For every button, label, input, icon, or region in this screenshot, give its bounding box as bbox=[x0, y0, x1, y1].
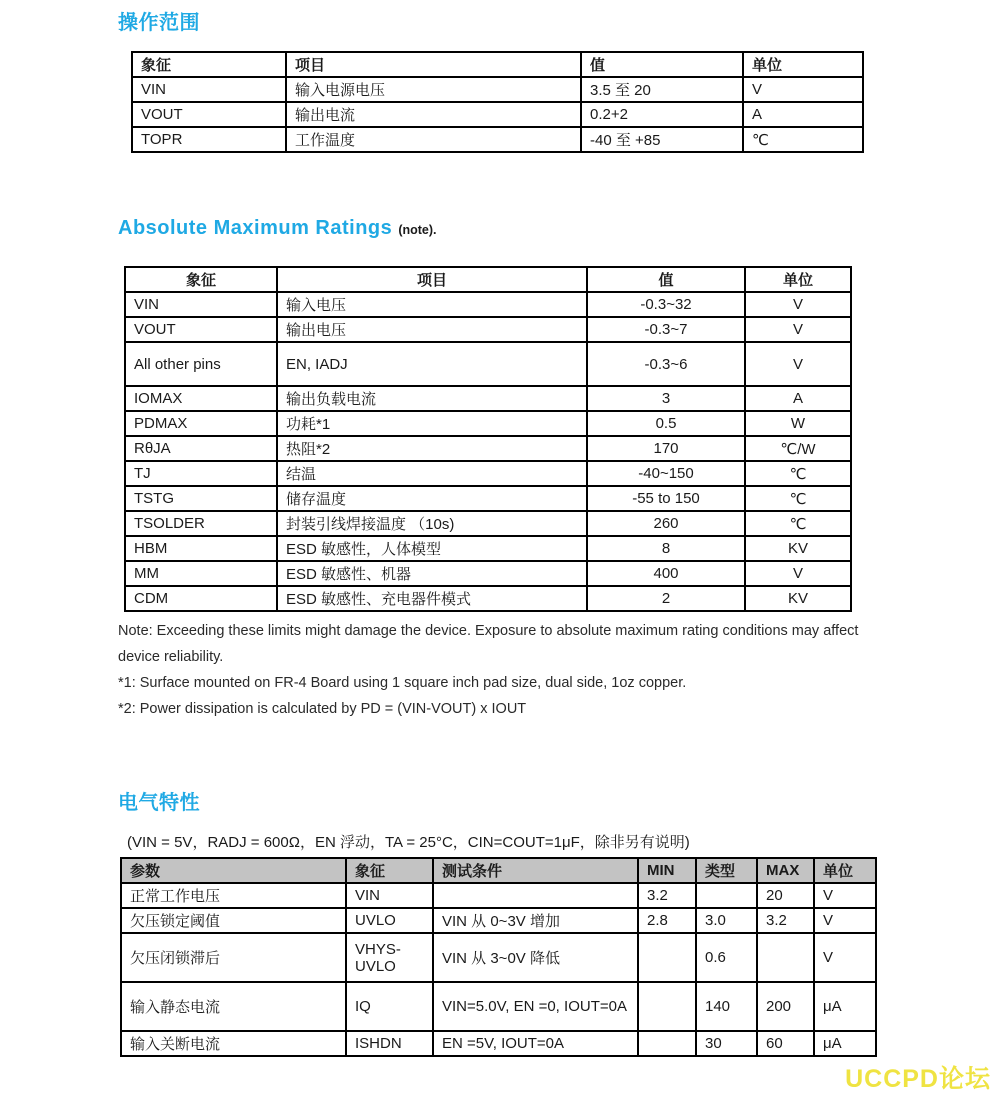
table-cell: 20 bbox=[757, 883, 814, 908]
table-header-row bbox=[121, 858, 876, 883]
column-header: 项目 bbox=[277, 267, 587, 292]
table-cell: ISHDN bbox=[346, 1031, 433, 1056]
table-row bbox=[132, 102, 863, 127]
table-cell: ESD 敏感性、机器 bbox=[277, 561, 587, 586]
table-cell: VIN 从 0~3V 增加 bbox=[433, 908, 638, 933]
table-cell: PDMAX bbox=[125, 411, 277, 436]
table-cell: 0.5 bbox=[587, 411, 745, 436]
table-cell bbox=[433, 883, 638, 908]
table-cell: 输入关断电流 bbox=[121, 1031, 346, 1056]
table-cell bbox=[638, 933, 696, 982]
table-cell bbox=[638, 982, 696, 1031]
table-row bbox=[132, 127, 863, 152]
table-cell bbox=[638, 1031, 696, 1056]
table-cell: V bbox=[814, 883, 876, 908]
table-row bbox=[125, 411, 851, 436]
table-cell: -40~150 bbox=[587, 461, 745, 486]
table-cell: 3.0 bbox=[696, 908, 757, 933]
table-cell: TJ bbox=[125, 461, 277, 486]
table-cell: 3 bbox=[587, 386, 745, 411]
table-cell: ESD 敏感性、充电器件模式 bbox=[277, 586, 587, 611]
table-cell: 输入静态电流 bbox=[121, 982, 346, 1031]
notes-block bbox=[118, 618, 868, 722]
table-cell bbox=[757, 933, 814, 982]
table-cell: UVLO bbox=[346, 908, 433, 933]
table-cell: W bbox=[745, 411, 851, 436]
table-row bbox=[125, 486, 851, 511]
table-cell: 输入电源电压 bbox=[286, 77, 581, 102]
column-header: 象征 bbox=[132, 52, 286, 77]
table-cell: KV bbox=[745, 536, 851, 561]
table-row bbox=[125, 461, 851, 486]
table-cell: 输出电压 bbox=[277, 317, 587, 342]
table-cell: 140 bbox=[696, 982, 757, 1031]
table-cell: -0.3~6 bbox=[587, 342, 745, 386]
table-cell: 400 bbox=[587, 561, 745, 586]
table-cell: V bbox=[745, 317, 851, 342]
table-row bbox=[125, 436, 851, 461]
table-cell: A bbox=[743, 102, 863, 127]
table-row bbox=[121, 982, 876, 1031]
column-header: 测试条件 bbox=[433, 858, 638, 883]
table-cell: 170 bbox=[587, 436, 745, 461]
table-cell: TSTG bbox=[125, 486, 277, 511]
table-cell: ℃ bbox=[745, 486, 851, 511]
table-row bbox=[125, 536, 851, 561]
table-cell: 欠压闭锁滞后 bbox=[121, 933, 346, 982]
table-cell: -0.3~7 bbox=[587, 317, 745, 342]
table-cell: EN =5V, IOUT=0A bbox=[433, 1031, 638, 1056]
table-cell: 30 bbox=[696, 1031, 757, 1056]
table-cell: 2.8 bbox=[638, 908, 696, 933]
table-cell: CDM bbox=[125, 586, 277, 611]
table-row bbox=[125, 342, 851, 386]
table-cell: 3.2 bbox=[638, 883, 696, 908]
table-cell: 0.6 bbox=[696, 933, 757, 982]
column-header: 单位 bbox=[743, 52, 863, 77]
section-title-operating-range: 操作范围 bbox=[118, 12, 200, 34]
column-header: 象征 bbox=[125, 267, 277, 292]
table-cell: 封装引线焊接温度 （10s) bbox=[277, 511, 587, 536]
table-row bbox=[125, 511, 851, 536]
table-cell: A bbox=[745, 386, 851, 411]
column-header: 单位 bbox=[814, 858, 876, 883]
table-cell: V bbox=[745, 292, 851, 317]
note-footnote-2: *2: Power dissipation is calculated by PD = (VIN-VOUT) x IOUT bbox=[118, 701, 527, 717]
table-row bbox=[121, 933, 876, 982]
table-cell: ℃ bbox=[745, 511, 851, 536]
table-cell: VOUT bbox=[132, 102, 286, 127]
table-cell: 储存温度 bbox=[277, 486, 587, 511]
table-row bbox=[125, 561, 851, 586]
section-title-electrical-characteristics: 电气特性 bbox=[118, 792, 200, 814]
note-footnote-1: *1: Surface mounted on FR-4 Board using 1 square inch pad size, dual side, 1oz copper. bbox=[118, 675, 687, 691]
table-cell: TSOLDER bbox=[125, 511, 277, 536]
column-header: MIN bbox=[638, 858, 696, 883]
table-cell: 结温 bbox=[277, 461, 587, 486]
table-cell: 3.2 bbox=[757, 908, 814, 933]
operating-range-table bbox=[131, 51, 864, 153]
table-cell: 200 bbox=[757, 982, 814, 1031]
table-cell: ℃/W bbox=[745, 436, 851, 461]
table-header-row bbox=[132, 52, 863, 77]
table-cell: HBM bbox=[125, 536, 277, 561]
table-cell: VIN=5.0V, EN =0, IOUT=0A bbox=[433, 982, 638, 1031]
table-cell: 260 bbox=[587, 511, 745, 536]
table-cell: All other pins bbox=[125, 342, 277, 386]
table-cell: VHYS-UVLO bbox=[346, 933, 433, 982]
table-row bbox=[125, 386, 851, 411]
absolute-maximum-ratings-table bbox=[124, 266, 852, 612]
abs-max-title-note: (note). bbox=[398, 223, 437, 237]
table-cell: 3.5 至 20 bbox=[581, 77, 743, 102]
table-row bbox=[125, 317, 851, 342]
table-cell bbox=[696, 883, 757, 908]
table-cell: ℃ bbox=[743, 127, 863, 152]
table-cell: -0.3~32 bbox=[587, 292, 745, 317]
table-cell: 功耗*1 bbox=[277, 411, 587, 436]
column-header: MAX bbox=[757, 858, 814, 883]
column-header: 单位 bbox=[745, 267, 851, 292]
table-row bbox=[121, 908, 876, 933]
table-cell: VIN bbox=[125, 292, 277, 317]
column-header: 类型 bbox=[696, 858, 757, 883]
table-cell: VIN bbox=[346, 883, 433, 908]
table-cell: VIN 从 3~0V 降低 bbox=[433, 933, 638, 982]
test-conditions-line: (VIN = 5V，RADJ = 600Ω，EN 浮动，TA = 25°C，CIN=COUT=1μF，除非另有说明) bbox=[127, 834, 690, 851]
note-exceeding-limits: Note: Exceeding these limits might damage the device. Exposure to absolute maximum rating conditions may affect device reliability. bbox=[118, 623, 859, 665]
table-cell: V bbox=[745, 561, 851, 586]
table-row bbox=[125, 292, 851, 317]
table-row bbox=[125, 586, 851, 611]
column-header: 参数 bbox=[121, 858, 346, 883]
table-row bbox=[121, 883, 876, 908]
table-cell: 热阻*2 bbox=[277, 436, 587, 461]
section-title-absolute-maximum-ratings bbox=[118, 217, 991, 240]
table-cell: V bbox=[745, 342, 851, 386]
table-cell: IQ bbox=[346, 982, 433, 1031]
table-row bbox=[121, 1031, 876, 1056]
table-cell: VIN bbox=[132, 77, 286, 102]
table-cell: ℃ bbox=[745, 461, 851, 486]
table-cell: VOUT bbox=[125, 317, 277, 342]
column-header: 项目 bbox=[286, 52, 581, 77]
table-cell: 输出电流 bbox=[286, 102, 581, 127]
table-cell: 工作温度 bbox=[286, 127, 581, 152]
table-cell: 2 bbox=[587, 586, 745, 611]
table-cell: IOMAX bbox=[125, 386, 277, 411]
table-cell: 输出负载电流 bbox=[277, 386, 587, 411]
table-cell: μA bbox=[814, 1031, 876, 1056]
table-cell: MM bbox=[125, 561, 277, 586]
table-cell: 欠压锁定阈值 bbox=[121, 908, 346, 933]
table-cell: -40 至 +85 bbox=[581, 127, 743, 152]
table-cell: μA bbox=[814, 982, 876, 1031]
column-header: 值 bbox=[587, 267, 745, 292]
abs-max-title-text: Absolute Maximum Ratings bbox=[118, 217, 393, 239]
table-cell: ESD 敏感性，人体模型 bbox=[277, 536, 587, 561]
table-cell: V bbox=[814, 933, 876, 982]
table-cell: -55 to 150 bbox=[587, 486, 745, 511]
table-header-row bbox=[125, 267, 851, 292]
table-row bbox=[132, 77, 863, 102]
table-cell: TOPR bbox=[132, 127, 286, 152]
table-cell: 正常工作电压 bbox=[121, 883, 346, 908]
forum-watermark: UCCPD论坛 bbox=[845, 1065, 991, 1093]
column-header: 象征 bbox=[346, 858, 433, 883]
table-cell: V bbox=[814, 908, 876, 933]
table-cell: KV bbox=[745, 586, 851, 611]
table-cell: RθJA bbox=[125, 436, 277, 461]
table-cell: 8 bbox=[587, 536, 745, 561]
table-cell: 输入电压 bbox=[277, 292, 587, 317]
table-cell: 60 bbox=[757, 1031, 814, 1056]
column-header: 值 bbox=[581, 52, 743, 77]
table-cell: EN, IADJ bbox=[277, 342, 587, 386]
table-cell: 0.2+2 bbox=[581, 102, 743, 127]
electrical-characteristics-table bbox=[120, 857, 877, 1057]
table-cell: V bbox=[743, 77, 863, 102]
